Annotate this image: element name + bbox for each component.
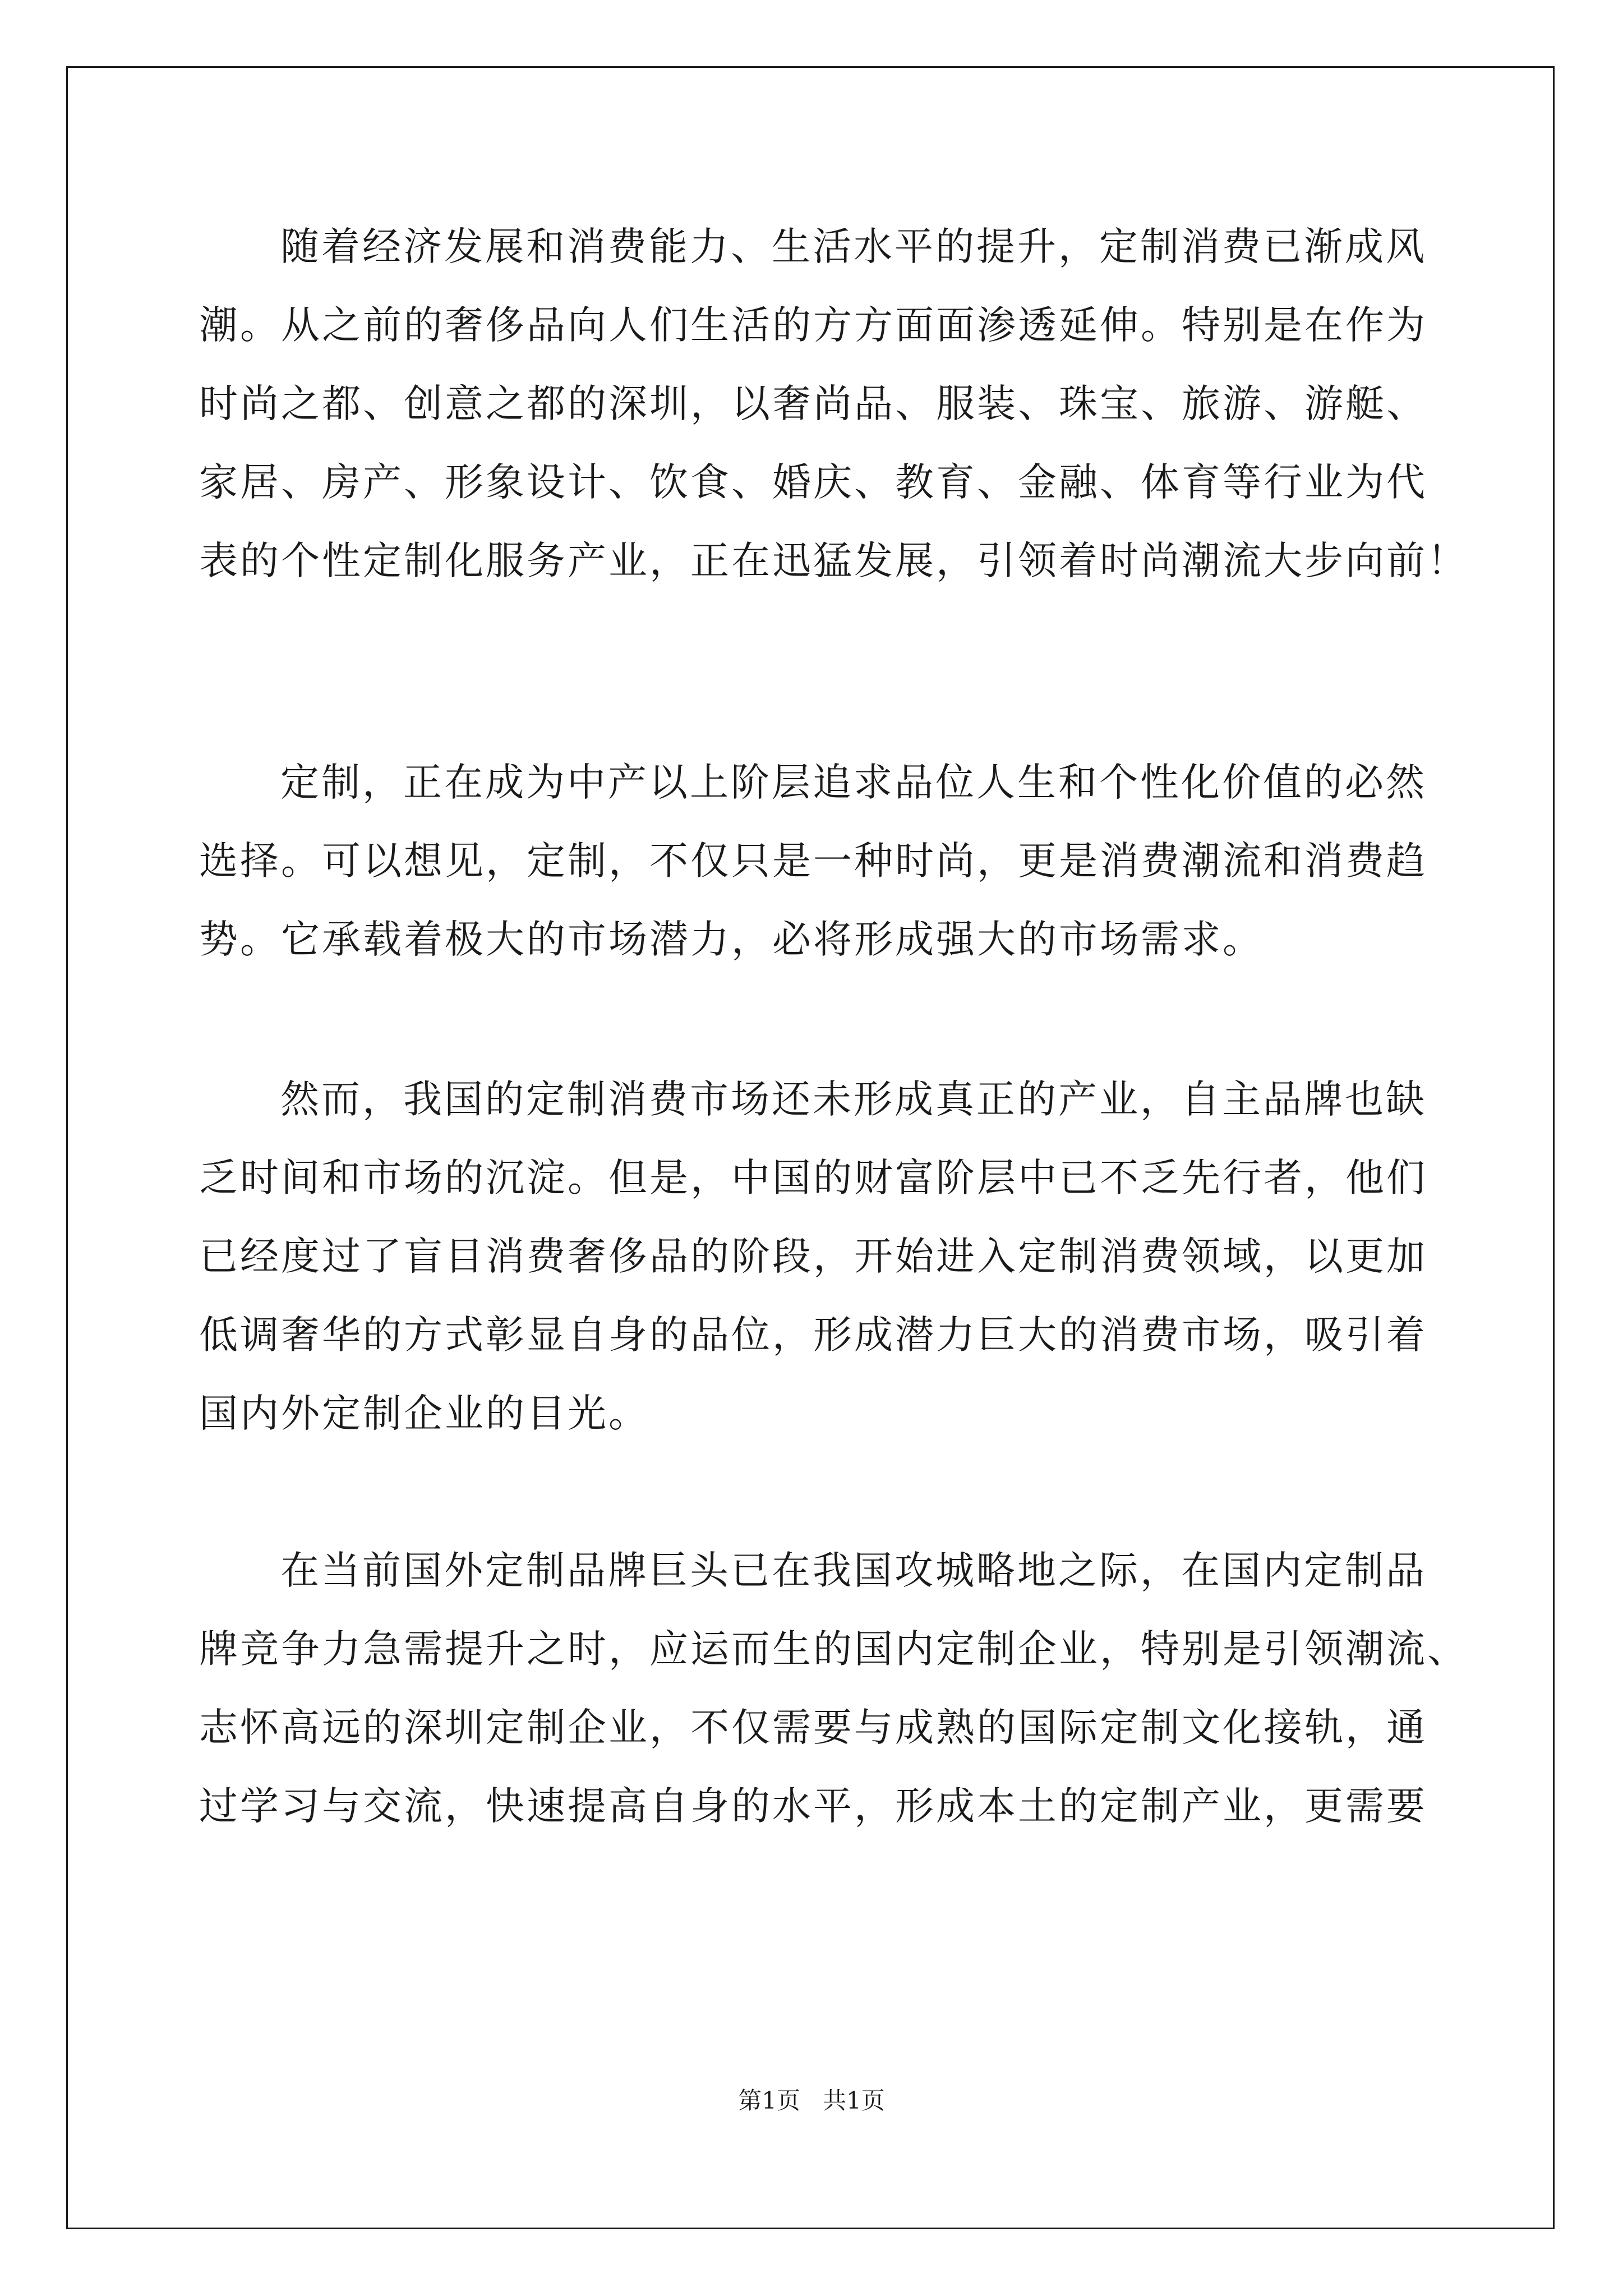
text-line: 乏时间和市场的沉淀。但是，中国的财富阶层中已不乏先行者，他们 [199,1156,1427,1200]
text-line: 定制，正在成为中产以上阶层追求品位人生和个性化价值的必然 [280,760,1427,805]
text-line: 随着经济发展和消费能力、生活水平的提升，定制消费已渐成风 [280,224,1427,269]
text-line: 志怀高远的深圳定制企业，不仅需要与成熟的国际定制文化接轨，通 [199,1705,1427,1750]
text-line: 潮。从之前的奢侈品向人们生活的方方面面渗透延伸。特别是在作为 [199,303,1427,348]
text-line: 家居、房产、形象设计、饮食、婚庆、教育、金融、体育等行业为代 [199,460,1427,505]
text-line: 选择。可以想见，定制，不仅只是一种时尚，更是消费潮流和消费趋 [199,839,1427,884]
text-line: 已经度过了盲目消费奢侈品的阶段，开始进入定制消费领域，以更加 [199,1234,1427,1279]
text-line: 牌竞争力急需提升之时，应运而生的国内定制企业，特别是引领潮流、 [199,1627,1468,1672]
text-line: 然而，我国的定制消费市场还未形成真正的产业，自主品牌也缺 [280,1077,1427,1122]
page-footer: 第1页 共1页 [738,2087,885,2114]
text-line: 在当前国外定制品牌巨头已在我国攻城略地之际，在国内定制品 [280,1548,1427,1593]
text-line: 表的个性定制化服务产业，正在迅猛发展，引领着时尚潮流大步向前！ [199,539,1468,583]
text-line: 时尚之都、创意之都的深圳，以奢尚品、服装、珠宝、旅游、游艇、 [199,381,1427,426]
text-line: 国内外定制企业的目光。 [199,1391,649,1436]
text-line: 低调奢华的方式彰显自身的品位，形成潜力巨大的消费市场，吸引着 [199,1313,1427,1358]
text-line: 势。它承载着极大的市场潜力，必将形成强大的市场需求。 [199,917,1264,962]
text-line: 过学习与交流，快速提高自身的水平，形成本土的定制产业，更需要 [199,1784,1427,1829]
